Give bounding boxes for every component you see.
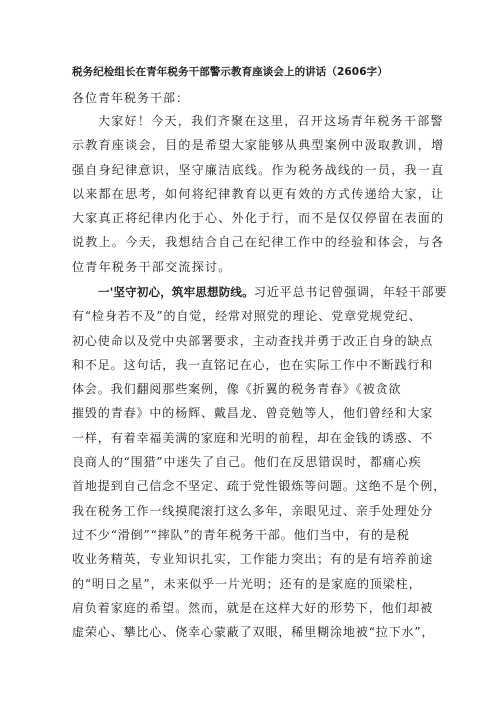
salutation: 各位青年税务干部： (72, 91, 190, 105)
section-heading: 一'坚守初心，筑牢思想防线。 (98, 285, 254, 299)
text-line: 和不足。这句话，我一直铭记在心，也在实际工作中不断践行和 (72, 357, 434, 372)
text-line: 虚荣心、攀比心、侥幸心蒙蔽了双眼，稀里糊涂地被“拉下水”， (72, 625, 435, 640)
text-line: 收业务精英，专业知识扎实，工作能力突出；有的是有培养前途 (72, 552, 434, 567)
text-line: 强自身纪律意识，坚守廉洁底线。作为税务战线的一员，我一直 (72, 162, 445, 177)
text-line: 示教育座谈会，目的是希望大家能够从典型案例中汲取教训，增 (72, 138, 445, 153)
text-line: 过不少“滑倒”“摔队”的青年税务干部。他们当中，有的是税 (72, 527, 410, 542)
text-line: 说教上。今天，我想结合自己在纪律工作中的经验和体会，与各 (72, 235, 445, 250)
section-lead-text: 习近平总书记曾强调，年轻干部要 (253, 285, 448, 299)
text-line: 大家好！今天，我们齐聚在这里，召开这场青年税务干部警 (98, 114, 444, 128)
text-line: 体会。我们翻阅那些案例，像《折翼的税务青春》《被贪欲 (72, 382, 402, 397)
text-line: 摧毁的青春》中的杨辉、戴昌龙、曾竞勉等人，他们曾经和大家 (72, 406, 434, 421)
text-line: 位青年税务干部交流探讨。 (72, 259, 232, 274)
text-line: 有“检身若不及”的自觉，经常对照党的理论、党章党规党纪、 (72, 309, 422, 324)
text-line: 首地提到自己信念不坚定、疏于党性锻炼等问题。这绝不是个例， (72, 479, 447, 494)
text-line: 良商人的“围猎”中迷失了自己。他们在反思错误时，都痛心疾 (72, 455, 422, 470)
text-line: 肩负着家庭的希望。然而，就是在这样大好的形势下，他们却被 (72, 600, 434, 615)
text-line: 的“明日之星”，未来似乎一片光明；还有的是家庭的顶梁柱， (72, 576, 422, 591)
paragraph-opening (72, 109, 445, 279)
paragraph-section-one (72, 280, 448, 644)
text-line: 初心使命以及党中央部署要求，主动查找并勇于改正自身的缺点 (72, 333, 434, 348)
text-line: 我在税务工作一线摸爬滚打这么多年，亲眼见过、亲手处理处分 (72, 503, 434, 518)
text-line (72, 280, 448, 304)
text-line: 一样，有着幸福美满的家庭和光明的前程，却在金钱的诱惑、不 (72, 430, 434, 445)
text-line: 大家真正将纪律内化于心、外化于行，而不是仅仅停留在表面的 (72, 211, 445, 226)
document-title: 税务纪检组长在青年税务干部警示教育座谈会上的讲话（2606字） (72, 66, 388, 78)
text-line: 以来都在思考，如何将纪律教育以更有效的方式传递给大家，让 (72, 186, 445, 201)
